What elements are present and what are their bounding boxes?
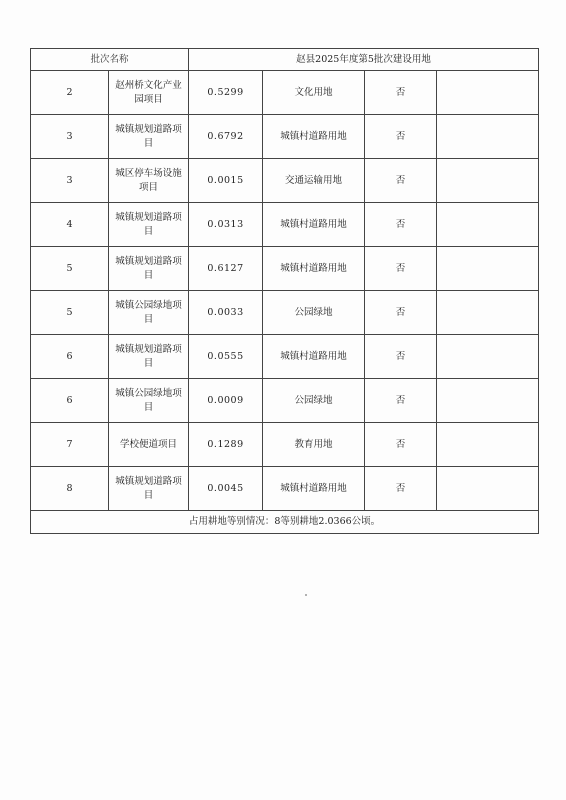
note-cell <box>437 71 539 115</box>
land-use-type: 公园绿地 <box>263 379 365 423</box>
flag-value: 否 <box>365 115 437 159</box>
flag-value: 否 <box>365 291 437 335</box>
project-name: 学校便道项目 <box>109 423 189 467</box>
table-row <box>31 247 539 291</box>
project-name: 城镇规划道路项目 <box>109 115 189 159</box>
flag-value: 否 <box>365 379 437 423</box>
land-use-type: 城镇村道路用地 <box>263 115 365 159</box>
header-row <box>31 49 539 71</box>
area-value: 0.0033 <box>189 291 263 335</box>
note-cell <box>437 247 539 291</box>
flag-value: 否 <box>365 203 437 247</box>
row-number: 5 <box>31 247 109 291</box>
land-use-table <box>30 48 539 534</box>
note-cell <box>437 291 539 335</box>
table-row <box>31 379 539 423</box>
row-number: 6 <box>31 379 109 423</box>
batch-name-value: 赵县2025年度第5批次建设用地 <box>189 49 539 71</box>
row-number: 5 <box>31 291 109 335</box>
project-name: 城镇规划道路项目 <box>109 203 189 247</box>
area-value: 0.0555 <box>189 335 263 379</box>
project-name: 城镇公园绿地项目 <box>109 291 189 335</box>
row-number: 3 <box>31 115 109 159</box>
table-row <box>31 335 539 379</box>
table-row <box>31 203 539 247</box>
area-value: 0.6127 <box>189 247 263 291</box>
project-name: 城镇规划道路项目 <box>109 335 189 379</box>
flag-value: 否 <box>365 159 437 203</box>
flag-value: 否 <box>365 71 437 115</box>
note-cell <box>437 423 539 467</box>
area-value: 0.1289 <box>189 423 263 467</box>
batch-name-label: 批次名称 <box>31 49 189 71</box>
land-use-type: 城镇村道路用地 <box>263 247 365 291</box>
land-use-type: 交通运输用地 <box>263 159 365 203</box>
table-row <box>31 291 539 335</box>
row-number: 6 <box>31 335 109 379</box>
row-number: 4 <box>31 203 109 247</box>
row-number: 7 <box>31 423 109 467</box>
table-row <box>31 115 539 159</box>
area-value: 0.6792 <box>189 115 263 159</box>
note-cell <box>437 115 539 159</box>
flag-value: 否 <box>365 247 437 291</box>
flag-value: 否 <box>365 423 437 467</box>
area-value: 0.0009 <box>189 379 263 423</box>
row-number: 2 <box>31 71 109 115</box>
table-row <box>31 467 539 511</box>
area-value: 0.0313 <box>189 203 263 247</box>
land-use-type: 城镇村道路用地 <box>263 467 365 511</box>
note-cell <box>437 379 539 423</box>
cultivated-land-summary: 占用耕地等别情况：8等别耕地2.0366公顷。 <box>31 511 539 534</box>
flag-value: 否 <box>365 335 437 379</box>
land-use-type: 公园绿地 <box>263 291 365 335</box>
note-cell <box>437 203 539 247</box>
project-name: 城区停车场设施项目 <box>109 159 189 203</box>
land-use-type: 教育用地 <box>263 423 365 467</box>
land-use-type: 文化用地 <box>263 71 365 115</box>
area-value: 0.0045 <box>189 467 263 511</box>
note-cell <box>437 335 539 379</box>
table-row <box>31 71 539 115</box>
table-row <box>31 159 539 203</box>
note-cell <box>437 159 539 203</box>
project-name: 城镇规划道路项目 <box>109 247 189 291</box>
scan-speck <box>305 594 307 596</box>
area-value: 0.0015 <box>189 159 263 203</box>
row-number: 8 <box>31 467 109 511</box>
land-use-type: 城镇村道路用地 <box>263 203 365 247</box>
project-name: 城镇规划道路项目 <box>109 467 189 511</box>
project-name: 赵州桥文化产业园项目 <box>109 71 189 115</box>
flag-value: 否 <box>365 467 437 511</box>
project-name: 城镇公园绿地项目 <box>109 379 189 423</box>
note-cell <box>437 467 539 511</box>
table-row <box>31 423 539 467</box>
land-use-type: 城镇村道路用地 <box>263 335 365 379</box>
row-number: 3 <box>31 159 109 203</box>
area-value: 0.5299 <box>189 71 263 115</box>
footer-row <box>31 511 539 534</box>
